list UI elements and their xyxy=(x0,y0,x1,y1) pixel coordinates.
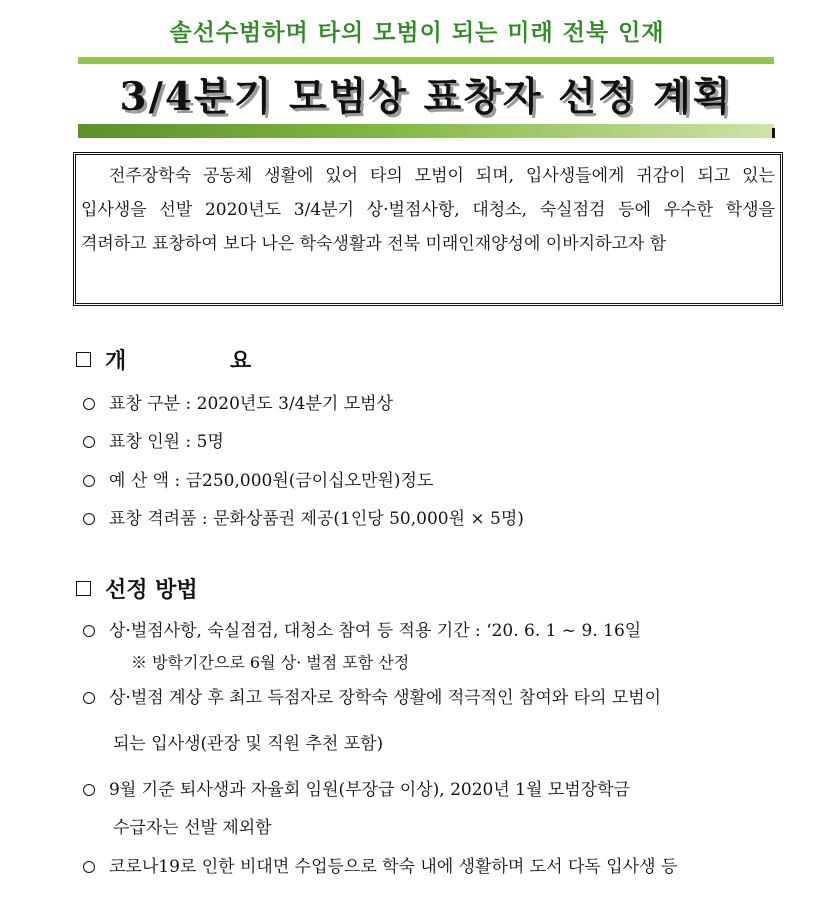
header-slogan: 솔선수범하며 타의 모범이 되는 미래 전북 인재 xyxy=(169,20,665,46)
selection-item-text: 상·벌점사항, 숙실점검, 대청소 참여 등 적용 기간 : ‘20. 6. 1 ~ 9. 16일 xyxy=(109,621,642,641)
selection-item-continuation: 수급자는 선발 제외함 xyxy=(113,818,272,838)
selection-item-text: 상·벌점 계상 후 최고 득점자로 장학숙 생활에 적극적인 참여와 타의 모범이 xyxy=(109,688,662,708)
circle-bullet-icon xyxy=(83,475,95,487)
intro-text: 전주장학숙 공동체 생활에 있어 타의 모범이 되며, 입사생들에게 귀감이 되고 있는 입사생을 선발 2020년도 3/4분기 상·벌점사항, 대청소, 숙실점검 등에 우수한 학생을 격려하고 표창하여 보다 나은 학숙생활과 전북 미래인재양성에 이바지하고자 함 xyxy=(81,166,775,254)
overview-item xyxy=(83,466,433,491)
overview-item xyxy=(83,427,224,452)
overview-item xyxy=(83,389,393,414)
circle-bullet-icon xyxy=(83,398,95,410)
selection-note: ※ 방학기간으로 6월 상· 벌점 포함 산정 xyxy=(131,653,410,672)
overview-item-text: 표창 구분 : 2020년도 3/4분기 모범상 xyxy=(109,394,394,414)
square-bullet-icon xyxy=(76,352,91,367)
selection-item xyxy=(83,775,630,800)
selection-item-continuation: 되는 입사생(관장 및 직원 추천 포함) xyxy=(113,734,384,754)
intro-box xyxy=(73,152,783,306)
title-top-bar xyxy=(78,57,774,64)
section-overview-title: 개 요 xyxy=(105,349,300,374)
section-selection-heading xyxy=(76,573,198,604)
overview-item-text: 표창 인원 : 5명 xyxy=(109,432,224,452)
circle-bullet-icon xyxy=(83,861,95,873)
overview-item xyxy=(83,504,524,529)
overview-item-text: 예 산 액 : 금250,000원(금이십오만원)정도 xyxy=(109,471,434,491)
circle-bullet-icon xyxy=(83,692,95,704)
circle-bullet-icon xyxy=(83,784,95,796)
selection-item-text: 코로나19로 인한 비대면 수업등으로 학숙 내에 생활하며 도서 다독 입사생 등 xyxy=(109,857,678,877)
selection-item xyxy=(83,616,641,641)
circle-bullet-icon xyxy=(83,436,95,448)
title-bottom-bar xyxy=(78,124,774,138)
circle-bullet-icon xyxy=(83,625,95,637)
selection-item xyxy=(83,852,677,877)
title-bar-tick xyxy=(772,128,775,138)
page-title: 3/4분기 모범상 표창자 선정 계획 xyxy=(119,74,733,120)
selection-item-text: 9월 기준 퇴사생과 자율회 임원(부장급 이상), 2020년 1월 모범장학금 xyxy=(109,780,630,800)
square-bullet-icon xyxy=(76,581,91,596)
section-overview-heading xyxy=(76,344,299,375)
selection-item xyxy=(83,683,661,708)
circle-bullet-icon xyxy=(83,513,95,525)
overview-item-text: 표창 격려품 : 문화상품권 제공(1인당 50,000원 × 5명) xyxy=(109,509,524,529)
section-selection-title: 선정 방법 xyxy=(105,578,198,603)
